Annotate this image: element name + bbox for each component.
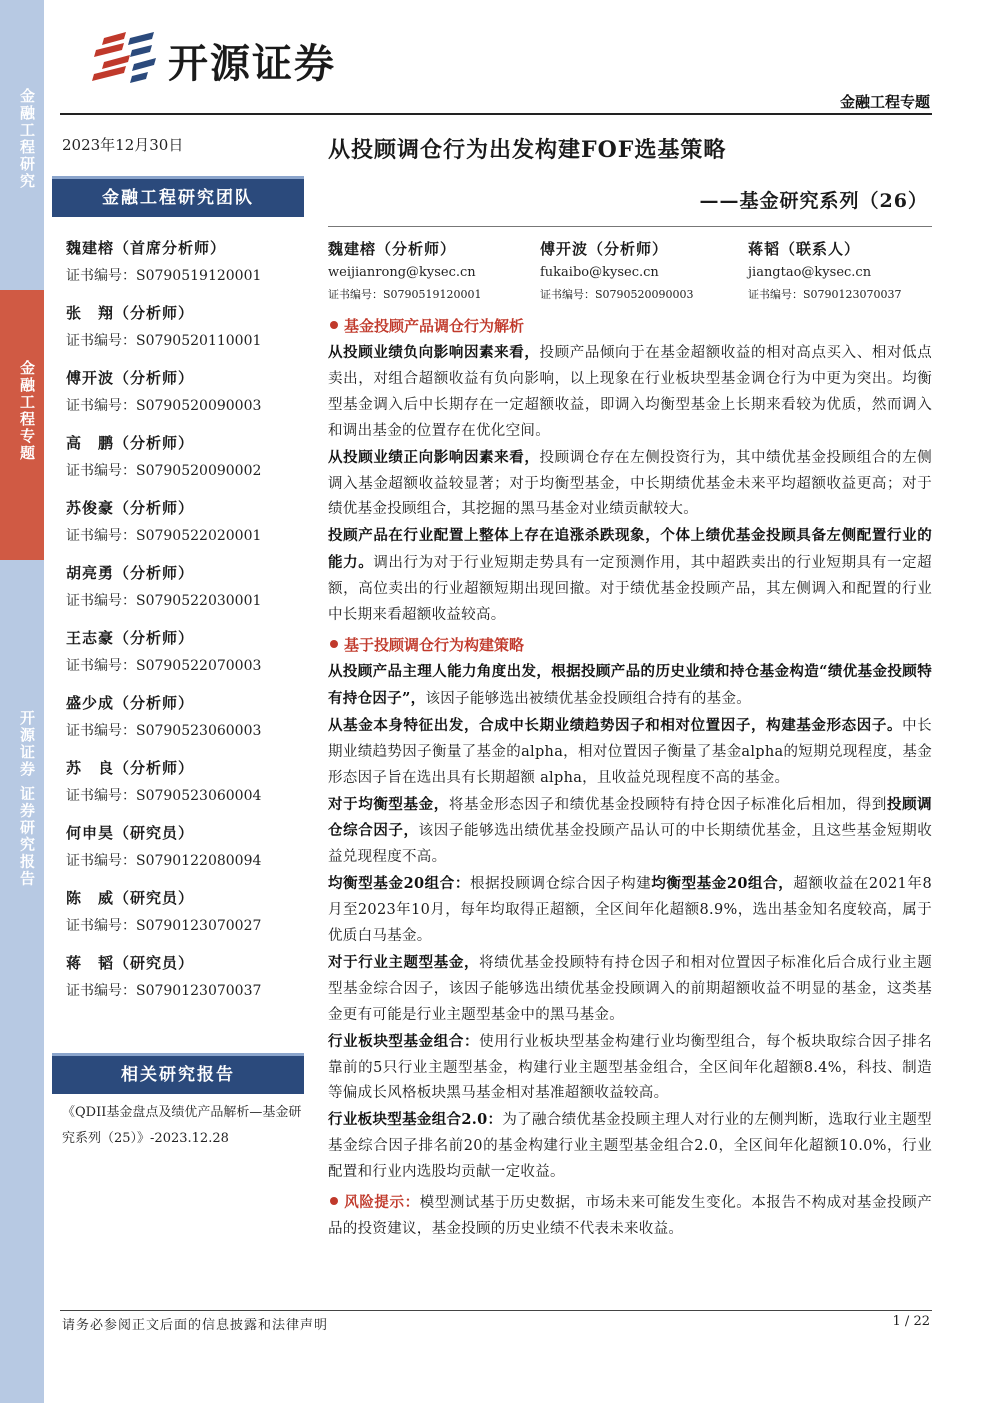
sidebar-strip-middle bbox=[0, 290, 44, 560]
summary-paragraph: 对于均衡型基金，将基金形态因子和绩优基金投顾特有持仓因子标准化后相加，得到投顾调仓综合因子，该因子能够选出绩优基金投顾产品认可的中长期绩优基金，且这些基金短期收益兑现程度不高。 bbox=[328, 795, 932, 866]
summary-paragraph: 均衡型基金20组合：根据投顾调仓综合因子构建均衡型基金20组合，超额收益在2021年8月至2023年10月，每年均取得正超额，全区间年化超额8.9%，选出基金知名度较高，属于优质白马基金。 bbox=[328, 875, 932, 945]
header-tag: 金融工程专题 bbox=[839, 93, 930, 111]
analyst-name: 陈 威（研究员） bbox=[66, 889, 195, 907]
analyst-cert: 证书编号：S0790523060004 bbox=[66, 788, 262, 804]
risk-warning: 风险提示：模型测试基于历史数据，市场未来可能发生变化。本报告不构成对基金投顾产品的投资建议，基金投顾的历史业绩不代表未来收益。 bbox=[328, 1194, 933, 1237]
report-subtitle: ——基金研究系列（26） bbox=[699, 190, 928, 212]
analyst-entry bbox=[66, 627, 306, 675]
analyst-entry bbox=[66, 692, 306, 740]
analyst-entry bbox=[66, 757, 306, 805]
author-name: 傅开波（分析师） bbox=[540, 240, 669, 258]
header-divider bbox=[60, 113, 932, 115]
author-name: 魏建榕（分析师） bbox=[328, 240, 457, 258]
author-email[interactable]: weijianrong@kysec.cn bbox=[328, 265, 476, 280]
analyst-entry bbox=[66, 367, 306, 415]
summary-paragraph: 行业板块型基金组合2.0：为了融合绩优基金投顾主理人对行业的左侧判断，选取行业主题型基金综合因子排名前20的基金构建行业主题型基金组合2.0，全区间年化超额10.0%，行业配置和行业内选股均贡献一定收益。 bbox=[328, 1111, 932, 1181]
analyst-name: 高 鹏（分析师） bbox=[66, 434, 195, 452]
title-divider bbox=[328, 226, 932, 227]
analyst-cert: 证书编号：S0790522030001 bbox=[66, 593, 262, 609]
author-card bbox=[540, 238, 745, 302]
analyst-cert: 证书编号：S0790522070003 bbox=[66, 658, 262, 674]
summary-paragraph: 投顾产品在行业配置上整体上存在追涨杀跌现象，个体上绩优基金投顾具备左侧配置行业的能力。调出行为对于行业短期走势具有一定预测作用，其中超跌卖出的行业短期具有一定超额，高位卖出的行业超额短期出现回撤。对于绩优基金投顾产品，其左侧调入和配置的行业中长期来看超额收益较高。 bbox=[328, 527, 932, 624]
sidebar-bottom-label: 开源证券 证券研究报告 bbox=[18, 710, 36, 888]
analyst-cert: 证书编号：S0790520090002 bbox=[66, 463, 262, 479]
bullet-icon bbox=[330, 321, 338, 329]
author-cert: 证书编号：S0790520090003 bbox=[540, 288, 694, 301]
analyst-entry bbox=[66, 302, 306, 350]
related-panel-heading: 相关研究报告 bbox=[52, 1053, 304, 1094]
analyst-entry bbox=[66, 887, 306, 935]
analyst-cert: 证书编号：S0790520090003 bbox=[66, 398, 262, 414]
summary-paragraph: 对于行业主题型基金，将绩优基金投顾特有持仓因子和相对位置因子标准化后合成行业主题型基金综合因子，该因子能够选出绩优基金投顾调入的前期超额收益不明显的基金，这类基金更有可能是行业主题型基金中的黑马基金。 bbox=[328, 953, 932, 1023]
analyst-name: 蒋 韬（研究员） bbox=[66, 954, 195, 972]
analyst-entry bbox=[66, 562, 306, 610]
sidebar-top-label: 金融工程研究 bbox=[18, 88, 36, 190]
report-date: 2023年12月30日 bbox=[62, 136, 184, 154]
analyst-name: 魏建榕（首席分析师） bbox=[66, 239, 227, 257]
analyst-name: 苏 良（分析师） bbox=[66, 759, 195, 777]
analyst-name: 张 翔（分析师） bbox=[66, 304, 195, 322]
analyst-entry bbox=[66, 497, 306, 545]
related-report-item[interactable]: 《QDII基金盘点及绩优产品解析—基金研究系列（25）》-2023.12.28 bbox=[62, 1105, 302, 1146]
analyst-name: 傅开波（分析师） bbox=[66, 369, 195, 387]
author-card bbox=[748, 238, 953, 302]
footer-disclaimer: 请务必参阅正文后面的信息披露和法律声明 bbox=[62, 1318, 329, 1333]
analyst-entry bbox=[66, 432, 306, 480]
analyst-cert: 证书编号：S0790123070037 bbox=[66, 983, 262, 999]
analyst-cert: 证书编号：S0790522020001 bbox=[66, 528, 262, 544]
analyst-cert: 证书编号：S0790519120001 bbox=[66, 268, 262, 284]
section-heading: 基金投顾产品调仓行为解析 bbox=[328, 314, 932, 338]
sidebar-middle-label: 金融工程专题 bbox=[18, 360, 36, 462]
analyst-entry bbox=[66, 952, 306, 1000]
analyst-cert: 证书编号：S0790122080094 bbox=[66, 853, 262, 869]
bullet-icon bbox=[330, 1197, 338, 1205]
summary-paragraph: 从投顾产品主理人能力角度出发，根据投顾产品的历史业绩和持仓基金构造“绩优基金投顾特有持仓因子”，该因子能够选出被绩优基金投顾组合持有的基金。 bbox=[328, 662, 932, 707]
author-email[interactable]: jiangtao@kysec.cn bbox=[748, 265, 872, 280]
analyst-entry bbox=[66, 822, 306, 870]
footer-divider bbox=[60, 1310, 932, 1311]
analyst-cert: 证书编号：S0790520110001 bbox=[66, 333, 262, 349]
report-title: 从投顾调仓行为出发构建FOF选基策略 bbox=[328, 137, 727, 163]
summary-paragraph: 从投顾业绩负向影响因素来看，投顾产品倾向于在基金超额收益的相对高点买入、相对低点卖出，对组合超额收益有负向影响，以上现象在行业板块型基金调仓行为中更为突出。均衡型基金调入后中长期存在一定超额收益，即调入均衡型基金上长期来看较为优质，然而调入和调出基金的位置存在优化空间。 bbox=[328, 344, 932, 439]
brand-name: 开源证券 bbox=[168, 41, 336, 87]
sidebar-strip-top bbox=[0, 0, 44, 290]
brand-logo bbox=[90, 30, 390, 90]
brand-mark-icon bbox=[90, 30, 160, 90]
summary-body bbox=[328, 314, 932, 1243]
author-card bbox=[328, 238, 533, 302]
analyst-name: 胡亮勇（分析师） bbox=[66, 564, 195, 582]
analyst-name: 王志豪（分析师） bbox=[66, 629, 195, 647]
analyst-name: 盛少成（分析师） bbox=[66, 694, 195, 712]
summary-paragraph: 从投顾业绩正向影响因素来看，投顾调仓存在左侧投资行为，其中绩优基金投顾组合的左侧调入基金超额收益较显著；对于均衡型基金，中长期绩优基金未来平均超额收益更高；对于绩优基金投顾组合，其挖掘的黑马基金对业绩贡献较大。 bbox=[328, 448, 932, 518]
sidebar-strip-bottom bbox=[0, 560, 44, 1403]
team-panel-heading: 金融工程研究团队 bbox=[52, 176, 304, 217]
page-number: 1 / 22 bbox=[892, 1314, 930, 1329]
section-heading: 基于投顾调仓行为构建策略 bbox=[328, 633, 932, 657]
analyst-cert: 证书编号：S0790123070027 bbox=[66, 918, 262, 934]
author-email[interactable]: fukaibo@kysec.cn bbox=[540, 265, 659, 280]
analyst-name: 何申昊（研究员） bbox=[66, 824, 195, 842]
author-cert: 证书编号：S0790123070037 bbox=[748, 288, 902, 301]
analyst-cert: 证书编号：S0790523060003 bbox=[66, 723, 262, 739]
summary-paragraph: 从基金本身特征出发，合成中长期业绩趋势因子和相对位置因子，构建基金形态因子。中长期业绩趋势因子衡量了基金的alpha，相对位置因子衡量了基金alpha的短期兑现程度，基金形态因子旨在选出具有长期超额 alpha，且收益兑现程度不高的基金。 bbox=[328, 716, 932, 786]
analyst-entry bbox=[66, 237, 306, 285]
analyst-name: 苏俊豪（分析师） bbox=[66, 499, 195, 517]
summary-paragraph: 行业板块型基金组合：使用行业板块型基金构建行业均衡型组合，每个板块取综合因子排名靠前的5只行业主题型基金，构建行业主题型基金组合，全区间年化超额8.4%，科技、制造等偏成长风格板块黑马基金相对基准超额收益较高。 bbox=[328, 1032, 932, 1102]
author-name: 蒋韬（联系人） bbox=[748, 240, 861, 258]
author-cert: 证书编号：S0790519120001 bbox=[328, 288, 482, 301]
bullet-icon bbox=[330, 640, 338, 648]
